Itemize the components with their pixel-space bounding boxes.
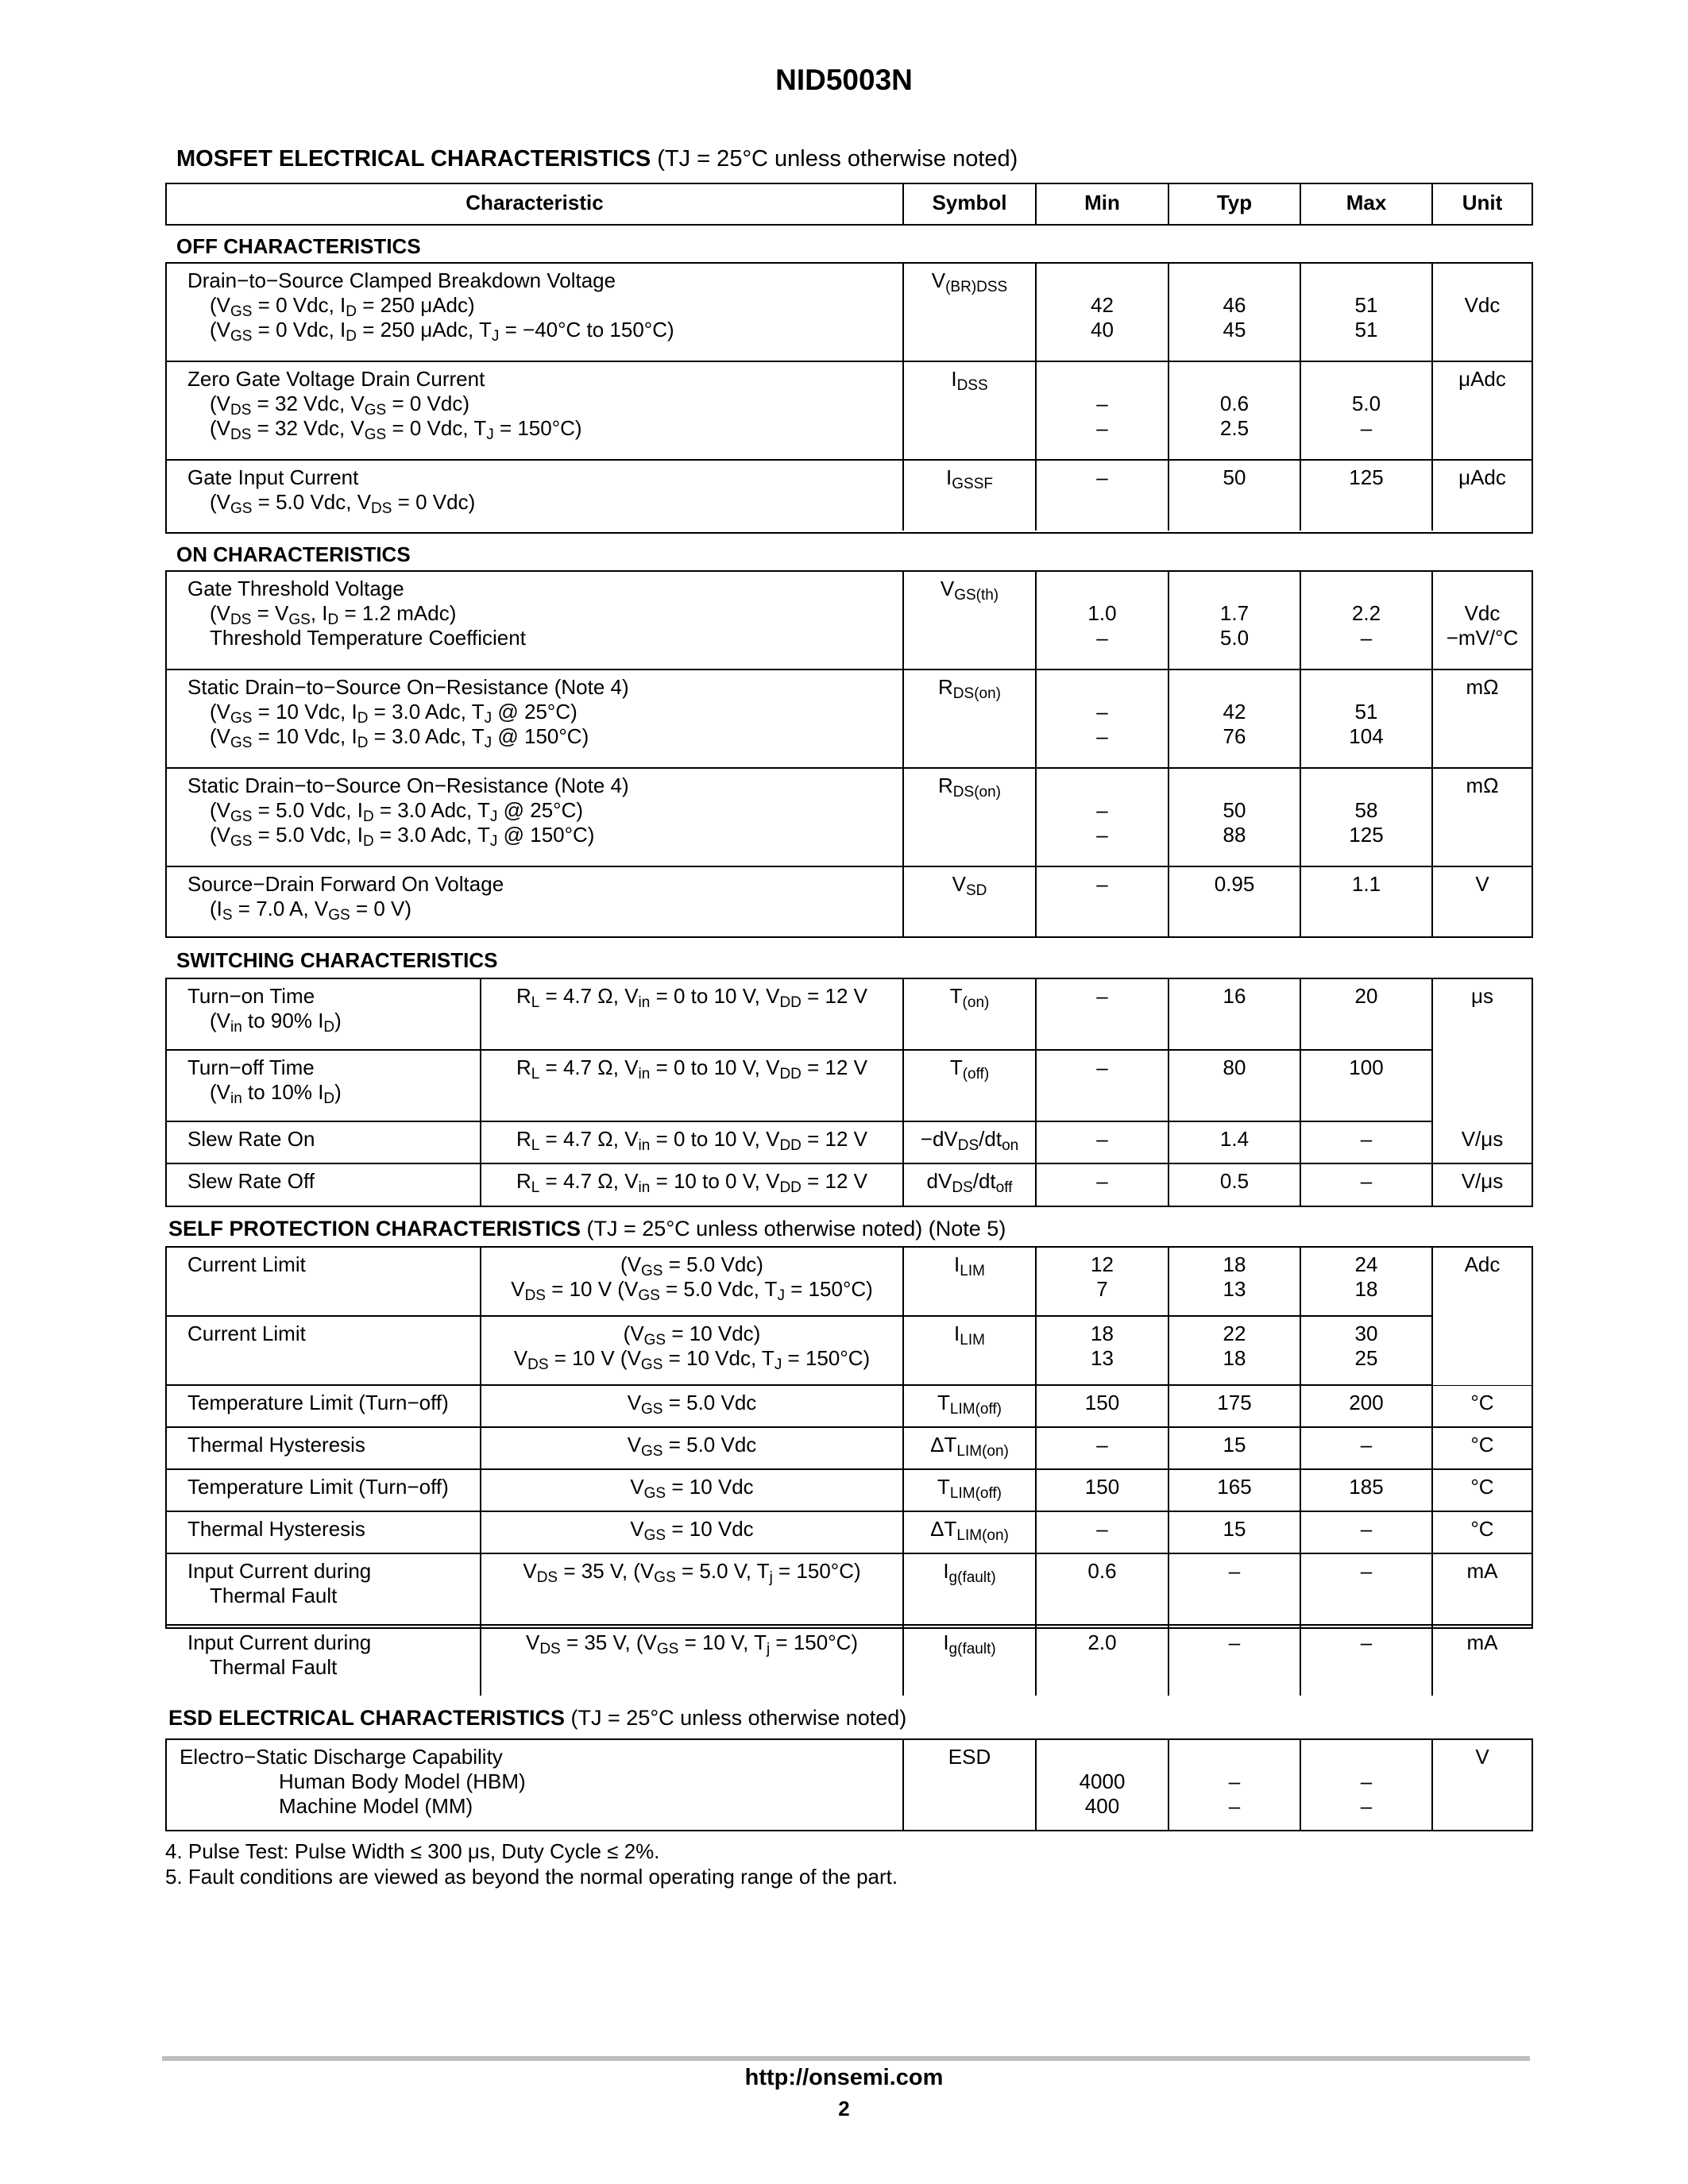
table-row: Slew Rate On $R_L = 4.7$ Ω, $V_{in} = 0$ to 10 V, $V_{DD} = 12$ V $-dV_{DS}/dt_{on}$ – 1.4 – V/μs xyxy=(167,1122,1532,1164)
table-row: Gate Threshold Voltage ($V_{DS} = V_{GS}$, $I_D = 1.2$ mAdc) Threshold Temperature Coefficient $V_{GS(th)}$ 1.0 – 1.7 5.0 2.2 – Vdc −mV/°C xyxy=(167,572,1532,670)
header-typ: Typ xyxy=(1169,184,1301,224)
header-max: Max xyxy=(1301,184,1433,224)
table-row: Thermal Hysteresis $V_{GS} = 10$ Vdc $\Delta T_{LIM(on)}$ – 15 – °C xyxy=(167,1512,1532,1554)
page-number: 2 xyxy=(838,2097,850,2120)
table-row: Temperature Limit (Turn−off) $V_{GS} = 10$ Vdc $T_{LIM(off)}$ 150 165 185 °C xyxy=(167,1470,1532,1512)
table-row: Gate Input Current ($V_{GS} = 5.0$ Vdc, $V_{DS} = 0$ Vdc) $I_{GSSF}$ – 50 125 μAdc xyxy=(167,461,1532,531)
table-row: Current Limit ($V_{GS} = 5.0$ Vdc) $V_{DS} = 10$ V ($V_{GS} = 5.0$ Vdc, $T_J = 150^\circ C$) $I_{LIM}$ 12 7 18 13 24 18 Adc xyxy=(167,1248,1532,1317)
esd-table xyxy=(165,1738,1533,1831)
off-characteristics-table xyxy=(165,262,1533,534)
page-title: NID5003N xyxy=(775,64,913,96)
table-row: Slew Rate Off $R_L = 4.7$ Ω, $V_{in} = 10$ to 0 V, $V_{DD} = 12$ V $dV_{DS}/dt_{off}$ – 0.5 – V/μs xyxy=(167,1164,1532,1206)
on-characteristics-label: ON CHARACTERISTICS xyxy=(176,542,411,566)
table-row: Input Current during Thermal Fault $V_{DS} = 35$ V, ($V_{GS} = 10$ V, $T_j = 150^\circ C$) $I_{g(fault)}$ 2.0 – – mA xyxy=(167,1626,1532,1696)
footnote-4: 4. Pulse Test: Pulse Width ≤ 300 μs, Duty Cycle ≤ 2%. xyxy=(165,1839,660,1863)
self-protection-table xyxy=(165,1246,1533,1679)
footer-url[interactable]: http://onsemi.com xyxy=(744,2065,944,2090)
footer-divider xyxy=(162,2056,1530,2061)
mosfet-section-title: MOSFET ELECTRICAL CHARACTERISTICS (TJ = 25°C unless otherwise noted) xyxy=(176,146,1018,172)
table-row: Static Drain−to−Source On−Resistance (Note 4) ($V_{GS} = 10$ Vdc, $I_D = 3.0$ Adc, $T_J$ @ 25°C) ($V_{GS} = 10$ Vdc, $I_D = 3.0$ Adc, $T_J$ @ 150°C) $R_{DS(on)}$ – – 42 76 51 104 mΩ xyxy=(167,670,1532,769)
header-min: Min xyxy=(1037,184,1169,224)
esd-section-title: ESD ELECTRICAL CHARACTERISTICS (TJ = 25°C unless otherwise noted) xyxy=(168,1706,907,1730)
self-protection-section-title: SELF PROTECTION CHARACTERISTICS (TJ = 25°C unless otherwise noted) (Note 5) xyxy=(168,1217,1006,1241)
table-row: Turn−on Time ($V_{in}$ to 90% $I_D$) $R_L = 4.7$ Ω, $V_{in} = 0$ to 10 V, $V_{DD} = 12$ V $T_{(on)}$ – 16 20 μs xyxy=(167,979,1532,1051)
off-characteristics-label: OFF CHARACTERISTICS xyxy=(176,234,421,258)
table-row: Electro−Static Discharge Capability Human Body Model (HBM) Machine Model (MM) ESD 4000 400 – – – – V xyxy=(167,1740,1532,1830)
table-row: Drain−to−Source Clamped Breakdown Voltage ($V_{GS} = 0$ Vdc, $I_D = 250$ μAdc) ($V_{GS} = 0$ Vdc, $I_D = 250$ μAdc, $T_J = -40^\circ C$ to 150°C) $V_{(BR)DSS}$ 42 40 46 45 51 51 Vdc xyxy=(167,264,1532,362)
table-row: Current Limit ($V_{GS} = 10$ Vdc) $V_{DS} = 10$ V ($V_{GS} = 10$ Vdc, $T_J = 150^\circ C$) $I_{LIM}$ 18 13 22 18 30 25 xyxy=(167,1317,1532,1386)
footnote-5: 5. Fault conditions are viewed as beyond the normal operating range of the part. xyxy=(165,1865,898,1889)
switching-section-title: SWITCHING CHARACTERISTICS xyxy=(176,948,498,972)
table-row: Static Drain−to−Source On−Resistance (Note 4) ($V_{GS} = 5.0$ Vdc, $I_D = 3.0$ Adc, $T_J$ @ 25°C) ($V_{GS} = 5.0$ Vdc, $I_D = 3.0$ Adc, $T_J$ @ 150°C) $R_{DS(on)}$ – – 50 88 58 125 mΩ xyxy=(167,769,1532,867)
header-characteristic: Characteristic xyxy=(167,184,904,224)
switching-table xyxy=(165,978,1533,1207)
header-unit: Unit xyxy=(1462,191,1503,214)
table-row: Thermal Hysteresis $V_{GS} = 5.0$ Vdc $\Delta T_{LIM(on)}$ – 15 – °C xyxy=(167,1428,1532,1470)
table-row: Temperature Limit (Turn−off) $V_{GS} = 5.0$ Vdc $T_{LIM(off)}$ 150 175 200 °C xyxy=(167,1386,1532,1428)
table-row: Source−Drain Forward On Voltage ($I_S = 7.0$ A, $V_{GS} = 0$ V) $V_{SD}$ – 0.95 1.1 V xyxy=(167,867,1532,936)
mosfet-header-table xyxy=(165,183,1533,226)
table-row: Turn−off Time ($V_{in}$ to 10% $I_D$) $R_L = 4.7$ Ω, $V_{in} = 0$ to 10 V, $V_{DD} = 12$ V $T_{(off)}$ – 80 100 xyxy=(167,1051,1532,1122)
table-row: Zero Gate Voltage Drain Current ($V_{DS} = 32$ Vdc, $V_{GS} = 0$ Vdc) ($V_{DS} = 32$ Vdc, $V_{GS} = 0$ Vdc, $T_J = 150^\circ C$) $I_{DSS}$ – – 0.6 2.5 5.0 – μAdc xyxy=(167,362,1532,461)
table-row: Input Current during Thermal Fault $V_{DS} = 35$ V, ($V_{GS} = 5.0$ V, $T_j = 150^\circ C$) $I_{g(fault)}$ 0.6 – – mA xyxy=(167,1554,1532,1626)
header-symbol: Symbol xyxy=(904,184,1037,224)
on-characteristics-table xyxy=(165,570,1533,938)
